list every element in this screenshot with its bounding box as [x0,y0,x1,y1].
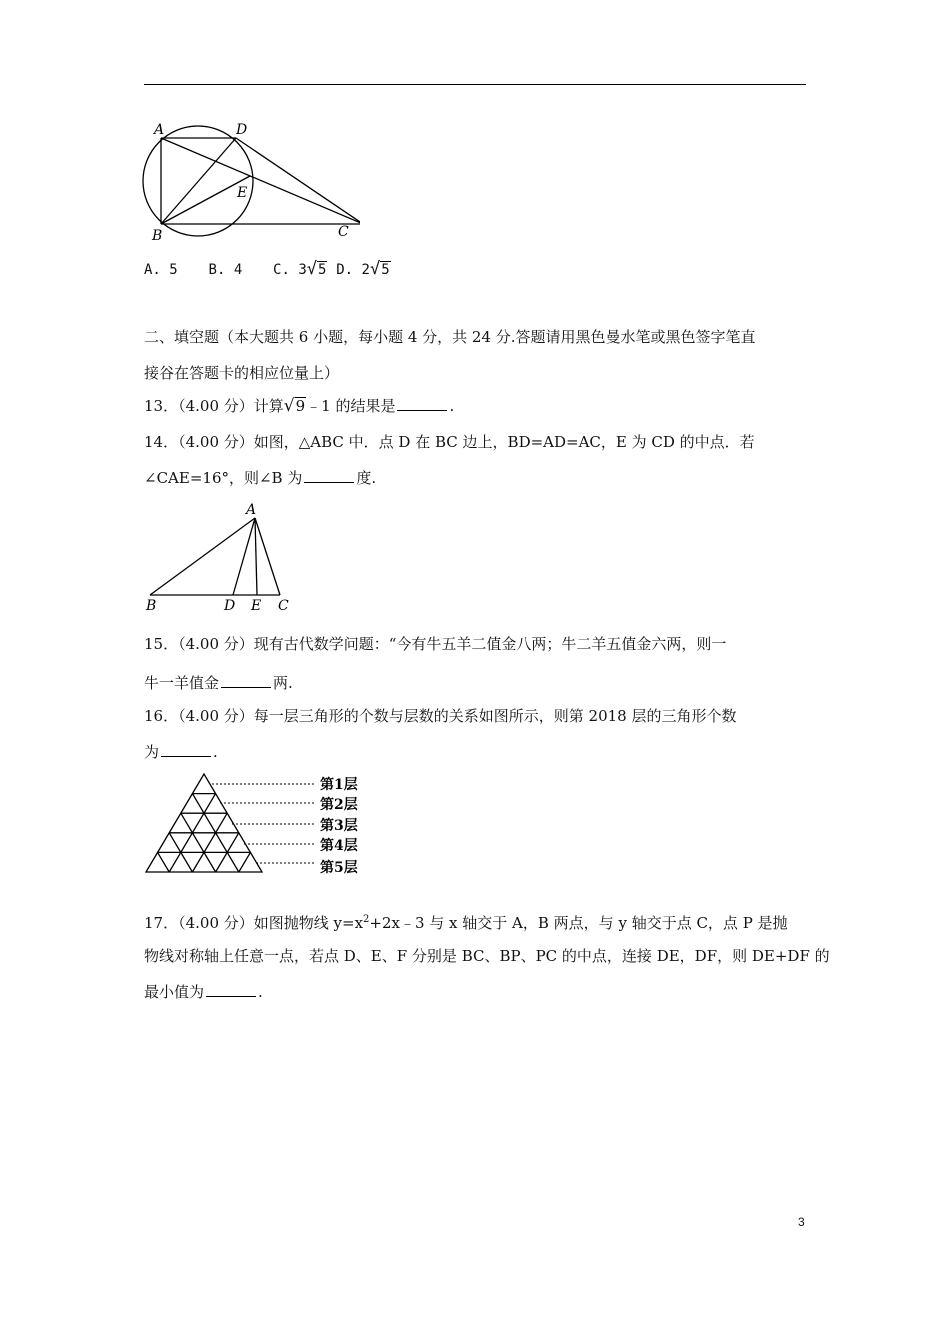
option-c: C. 3√5 [273,259,327,279]
label-B: B [146,598,157,614]
label-E: E [237,185,248,201]
question-14-line2: ∠CAE=16°，则∠B 为 度. [144,469,377,487]
section2-heading-line2: 接谷在答题卡的相应位量上） [144,364,340,382]
layer-3-label: 第3层 [320,818,358,834]
label-E: E [251,598,262,614]
option-b: B. 4 [208,262,243,278]
segment-BD [161,138,236,224]
question-17-line3: 最小值为 . [144,983,263,1001]
label-B: B [152,228,163,243]
section2-heading-line1: 二、填空题（本大题共 6 小题，每小题 4 分，共 24 分.答题请用黑色曼水笔或黑色签字笔直 [144,328,756,346]
question-17-line2: 物线对称轴上任意一点，若点 D、E、F 分别是 BC、BP、PC 的中点，连接 DE，DF，则 DE+DF 的 [144,947,830,965]
layer-2-label: 第2层 [320,797,358,813]
answer-blank [206,982,256,997]
segment-DC [236,138,360,224]
figure-layered-triangles [140,768,380,880]
figure-circle-geometry [140,118,360,243]
answer-blank [397,396,447,411]
segment-AD [233,518,255,595]
question-15-line2: 牛一羊值金 两. [144,674,293,692]
page-number: 3 [798,1215,805,1229]
q12-options [144,259,417,280]
layer-1-label: 第1层 [320,777,358,793]
option-a: A. 5 [144,262,178,278]
question-16-line1: 16．（4.00 分）每一层三角形的个数与层数的关系如图所示，则第 2018 层的三角形个数 [144,707,737,725]
segment-AC [161,138,360,224]
question-14-line1: 14．（4.00 分）如图，△ABC 中．点 D 在 BC 边上，BD=AD=AC，E 为 CD 的中点．若 [144,433,755,451]
label-A: A [246,502,257,518]
layer-5-label: 第5层 [320,860,358,876]
question-17-line1: 17．（4.00 分）如图抛物线 $y=x^2+2x﹣3$ 与 x 轴交于 A，B 两点，与 y 轴交于点 C，点 P 是抛 [144,914,788,932]
label-C: C [278,598,289,614]
answer-blank [161,742,211,757]
question-13: 13．（4.00 分）计算√9﹣1 的结果是 . [144,396,455,416]
option-d: D. 2√5 [336,259,390,279]
segment-AC [255,518,280,595]
triangle-grid [146,774,262,872]
figure-triangle-abc [140,498,300,616]
segment-AB [150,518,255,595]
label-D: D [236,122,248,138]
header-rule [144,84,806,85]
question-15-line1: 15．（4.00 分）现有古代数学问题：“今有牛五羊二值金八两；牛二羊五值金六两，则一 [144,635,727,653]
layer-4-label: 第4层 [320,838,358,854]
label-C: C [338,224,349,240]
answer-blank [221,673,271,688]
question-16-line2: 为 . [144,743,218,761]
label-D: D [224,598,236,614]
segment-AE [255,518,257,595]
label-A: A [154,122,165,138]
answer-blank [304,468,354,483]
